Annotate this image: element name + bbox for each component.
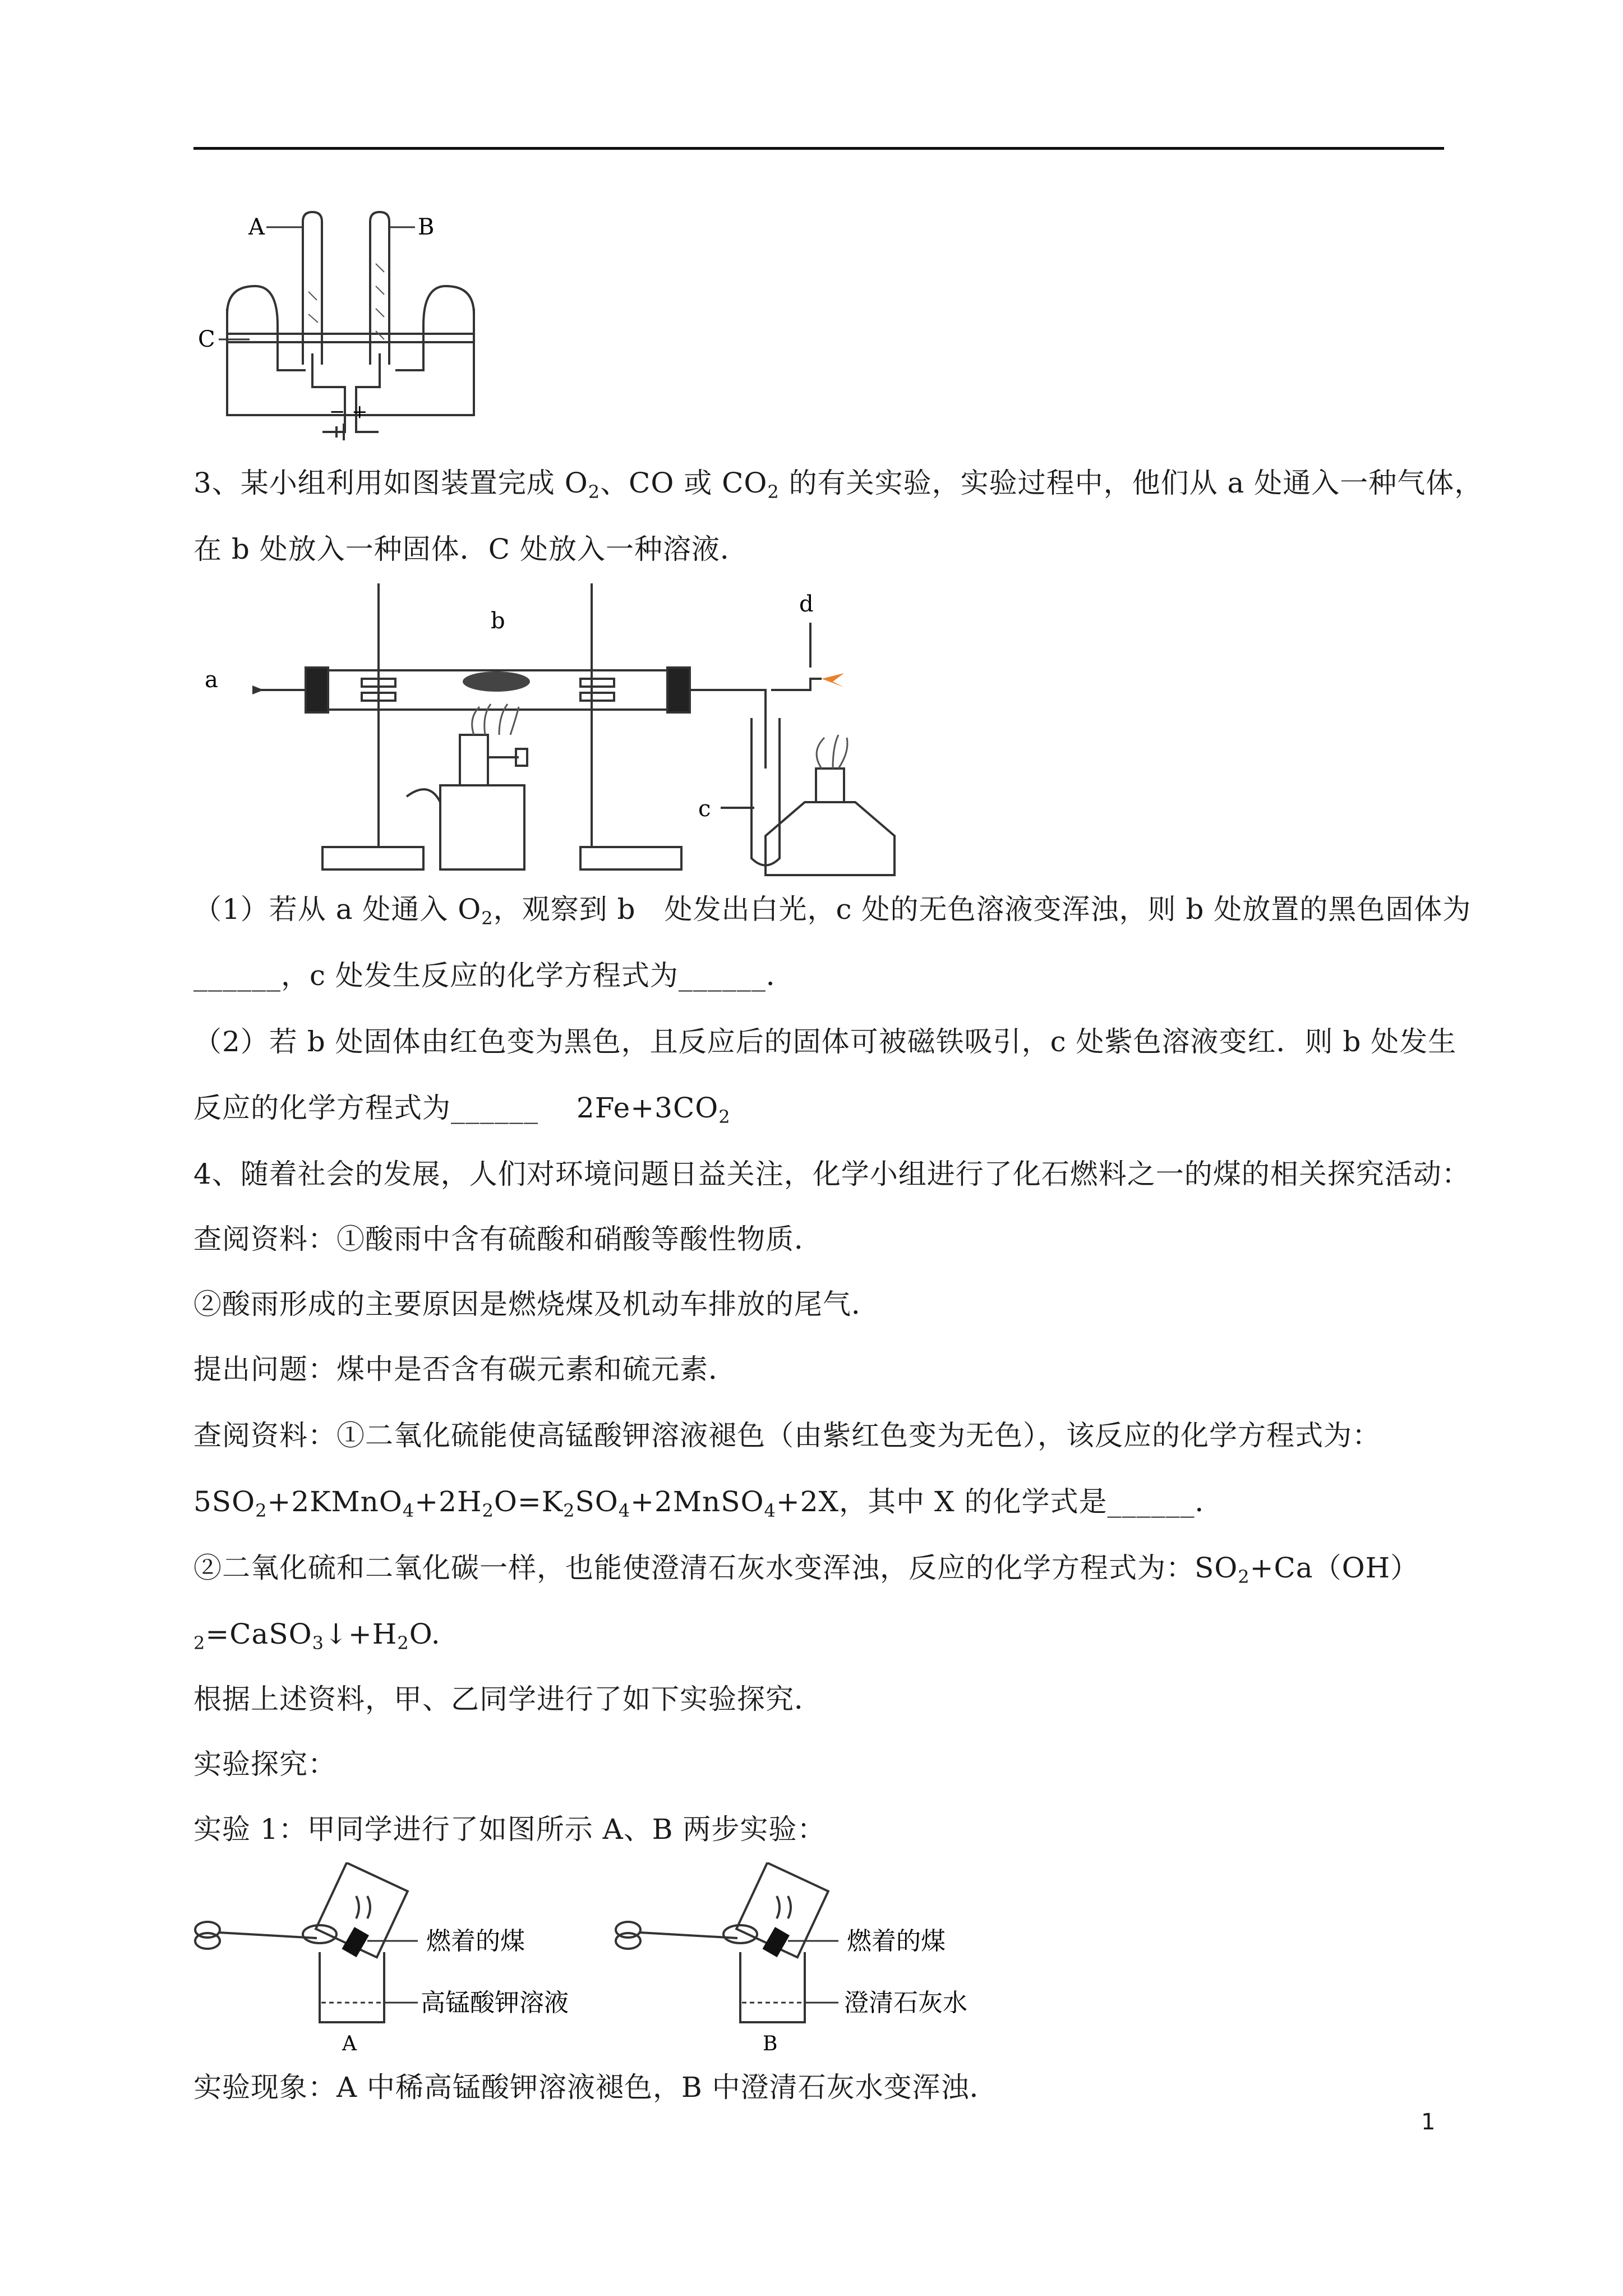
fig3-a-solution-label: 高锰酸钾溶液: [421, 1989, 569, 2017]
fig2-label-b: b: [491, 608, 505, 634]
q4-ref2: ②酸雨形成的主要原因是燃烧煤及机动车排放的尾气．: [193, 1288, 880, 1320]
q4-intro: 4、随着社会的发展，人们对环境问题日益关注，化学小组进行了化石燃料之一的煤的相关探究活动：: [193, 1158, 1470, 1190]
q4-phenomenon: 实验现象：A 中稀高锰酸钾溶液褪色，B 中澄清石灰水变浑浊．: [193, 2071, 998, 2104]
q4-ref3: 查阅资料：①二氧化硫能使高锰酸钾溶液褪色（由紫红色变为无色），该反应的化学方程式为：: [193, 1419, 1381, 1452]
fig2-label-a: a: [205, 667, 218, 693]
q4-ref4: ②二氧化硫和二氧化碳一样，也能使澄清石灰水变浑浊，反应的化学方程式为：$SO_2+Ca(OH)$: [193, 1552, 1419, 1588]
q3-1-line1: （1）若从 a 处通入 $O_2$，观察到 b 处发出白光，c 处的无色溶液变浑浊，则 b 处放置的黑色固体为: [193, 893, 1472, 929]
header-rule: [193, 147, 1444, 150]
fig3-b-label: B: [763, 2032, 778, 2053]
q3-2-line2: 反应的化学方程式为______ $2Fe+3CO_2$: [193, 1092, 731, 1128]
reduction-apparatus-figure: [193, 578, 923, 881]
fig3-b-solution-label: 澄清石灰水: [844, 1989, 967, 2017]
fig1-label-a: A: [248, 214, 265, 240]
q4-basis: 根据上述资料，甲、乙同学进行了如下实验探究．: [193, 1683, 823, 1715]
q3-2-line1: （2）若 b 处固体由红色变为黑色，且反应后的固体可被磁铁吸引，c 处紫色溶液变红．则 b 处发生: [193, 1025, 1457, 1058]
fig3-a-coal-label: 燃着的煤: [426, 1927, 525, 1955]
electrolysis-figure: [193, 202, 508, 443]
fig2-label-c: c: [698, 796, 711, 822]
q4-explore: 实验探究：: [193, 1748, 336, 1780]
coal-experiment-figure: [193, 1862, 1007, 2053]
q4-exp1: 实验 1：甲同学进行了如图所示 A、B 两步实验：: [193, 1813, 826, 1846]
q4-equation1: $5SO_2+2KMnO_4+2H_2O=K_2SO_4+2MnSO_4+2X$，其中 X 的化学式是______．: [193, 1485, 1224, 1521]
page-number: 1: [1421, 2109, 1436, 2135]
q3-line2: 在 b 处放入一种固体．C 处放入一种溶液．: [193, 533, 749, 565]
q4-equation2: $_2=CaSO_3↓+H_2O$.: [193, 1618, 441, 1654]
fig1-label-plus: +: [352, 401, 368, 423]
q3-1-line2: ______，c 处发生反应的化学方程式为______．: [193, 959, 795, 992]
fig1-label-minus: −: [329, 401, 345, 423]
fig1-label-b: B: [418, 214, 435, 240]
q4-question: 提出问题：煤中是否含有碳元素和硫元素．: [193, 1353, 737, 1386]
fig3-a-label: A: [342, 2032, 357, 2053]
q4-ref1: 查阅资料：①酸雨中含有硫酸和硝酸等酸性物质．: [193, 1223, 823, 1255]
q3-line1: 3、某小组利用如图装置完成 $O_2$、CO 或 $CO_2$ 的有关实验，实验过程中，他们从 a 处通入一种气体，: [193, 467, 1483, 503]
fig3-b-coal-label: 燃着的煤: [847, 1927, 946, 1955]
fig1-label-c: C: [198, 326, 215, 352]
fig2-label-d: d: [799, 591, 814, 617]
